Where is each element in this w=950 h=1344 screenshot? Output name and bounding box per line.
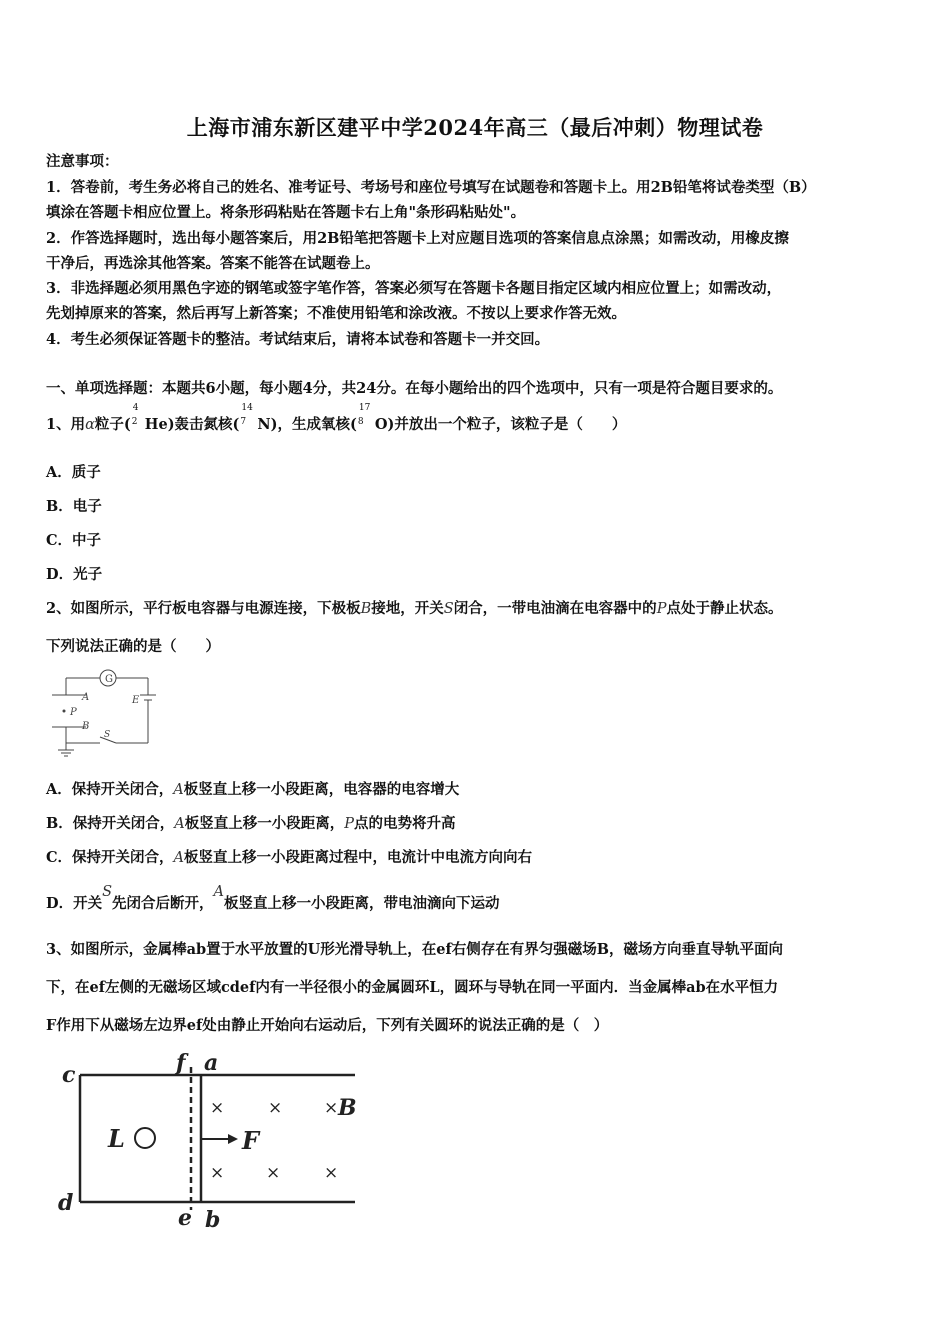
point-f-label: f [176,1050,186,1076]
q2-text-c: 闭合，一带电油滴在电容器中的 [453,600,657,617]
field-cross-1: × [210,1098,225,1118]
n-z: 7 [240,417,247,427]
question-3-stem-line-1: 3、如图所示，金属棒ab置于水平放置的U形光滑导轨上，在ef右侧存在有界匀强磁场B，磁场方向垂直导轨平面向 [46,941,783,958]
oxygen-nuclide [357,403,375,429]
q2-opt-b-var-a: A [174,816,185,832]
notice-heading: 注意事项： [46,153,119,170]
q2-opt-c-text-2: 板竖直上移一小段距离过程中，电流计中电流方向向右 [184,849,533,866]
field-cross-5: × [266,1163,281,1183]
q2-opt-b-text-3: 点的电势将升高 [354,815,456,832]
notice-line-4: 干净后，再选涂其他答案。答案不能答在试题卷上。 [46,255,380,272]
q2-opt-b-var-p: P [344,816,355,832]
galvanometer-label: G [105,674,113,685]
q2-text-a: 2、如图所示，平行板电容器与电源连接，下极板 [46,600,361,617]
question-3-stem-line-2: 下，在ef左侧的无磁场区域cdef内有一半径很小的金属圆环L，圆环与导轨在同一平面内．当金属棒ab在水平恒力 [46,979,779,996]
q1-text-3: He)轰击氮核( [144,416,240,433]
corner-d-label: d [58,1190,74,1216]
notice-line-6: 先划掉原来的答案，然后再写上新答案；不准使用铅笔和涂改液。不按以上要求作答无效。 [46,305,626,322]
he-z: 2 [131,417,138,427]
q2-var-p: P [656,601,667,617]
page-title: 上海市浦东新区建平中学2024年高三（最后冲刺）物理试卷 [186,115,764,140]
question-3-stem-line-3: F作用下从磁场左边界ef处由静止开始向右运动后，下列有关圆环的说法正确的是（ ） [46,1017,609,1034]
corner-c-label: c [62,1062,76,1088]
o-mass: 17 [358,403,371,413]
field-cross-2: × [268,1098,283,1118]
point-b-label: b [205,1207,221,1233]
q2-var-s: S [443,601,454,617]
notice-line-7: 4．考生必须保证答题卡的整洁。考试结束后，请将本试卷和答题卡一并交回。 [46,331,550,348]
q2-option-a [46,778,459,799]
q2-var-b: B [360,601,372,617]
q2-opt-c-text-1: C．保持开关闭合， [46,849,174,866]
plate-a-label: A [82,692,90,703]
q2-text-d: 点处于静止状态。 [666,600,783,617]
ring-l-label: L [108,1124,125,1153]
q2-opt-d-text-3: 板竖直上移一小段距离，带电油滴向下运动 [224,895,500,912]
notice-line-2: 填涂在答题卡相应位置上。将条形码粘贴在答题卡右上角"条形码粘贴处"。 [46,204,526,221]
field-b-label: B [338,1095,357,1121]
nitrogen-nuclide [239,403,257,429]
q2-opt-a-text-2: 板竖直上移一小段距离，电容器的电容增大 [183,781,460,798]
q2-opt-d-var-s: S [102,884,113,900]
q2-opt-a-text-1: A．保持开关闭合， [46,781,174,798]
q1-text-4: N)，生成氧核( [257,416,357,433]
point-a-label: a [204,1050,219,1076]
point-e-label: e [178,1205,192,1231]
q1-option-a: A．质子 [46,464,101,481]
section-heading: 一、单项选择题：本题共6小题，每小题4分，共24分。在每小题给出的四个选项中，只有一项是符合题目要求的。 [46,380,783,397]
question-1-stem [46,403,627,434]
notice-line-1: 1．答卷前，考生务必将自己的姓名、准考证号、考场号和座位号填写在试题卷和答题卡上。用2B铅笔将试卷类型（B） [46,179,816,196]
q2-opt-b-text-1: B．保持开关闭合， [46,815,175,832]
he-mass: 4 [132,403,139,413]
question-2-stem-line-1 [46,597,782,618]
capacitor-circuit-diagram [44,665,164,760]
q2-option-d [46,884,500,913]
helium-nuclide [131,403,145,429]
q2-opt-c-var: A [173,850,185,866]
q1-text-1: 1、用 [46,416,86,433]
question-2-stem-line-2: 下列说法正确的是（ ） [46,638,220,655]
o-z: 8 [357,417,364,427]
battery-e-label: E [132,695,140,706]
q1-option-d: D．光子 [46,566,103,583]
notice-line-5: 3．非选择题必须用黑色字迹的钢笔或签字笔作答，答案必须写在答题卡各题目指定区域内相应位置上；如需改动， [46,280,782,297]
q2-opt-d-text-2: 先闭合后断开， [112,895,214,912]
q1-option-c: C．中子 [46,532,102,549]
field-cross-3: × [324,1098,339,1118]
force-f-label: F [242,1126,260,1155]
notice-line-3: 2．作答选择题时，选出每小题答案后，用2B铅笔把答题卡上对应题目选项的答案信息点涂黑；如需改动，用橡皮擦 [46,230,789,247]
plate-b-label: B [82,721,90,732]
q1-option-b: B．电子 [46,498,102,515]
alpha-symbol: α [85,417,95,433]
q2-option-b [46,812,456,833]
q2-opt-a-var: A [173,782,184,798]
switch-s-label: S [104,730,111,740]
field-cross-4: × [210,1163,225,1183]
q2-opt-d-text-1: D．开关 [46,895,103,912]
q1-text-2: 粒子( [94,416,131,433]
q2-opt-d-var-a: A [213,884,224,900]
q1-text-5: O)并放出一个粒子，该粒子是（ ） [374,416,627,433]
point-p-label: P [70,707,77,718]
rail-magnetic-field-diagram [50,1045,370,1235]
q2-text-b: 接地，开关 [371,600,444,617]
n-mass: 14 [241,403,253,413]
q2-option-c [46,846,532,867]
q2-opt-b-text-2: 板竖直上移一小段距离， [184,815,345,832]
field-cross-6: × [324,1163,339,1183]
